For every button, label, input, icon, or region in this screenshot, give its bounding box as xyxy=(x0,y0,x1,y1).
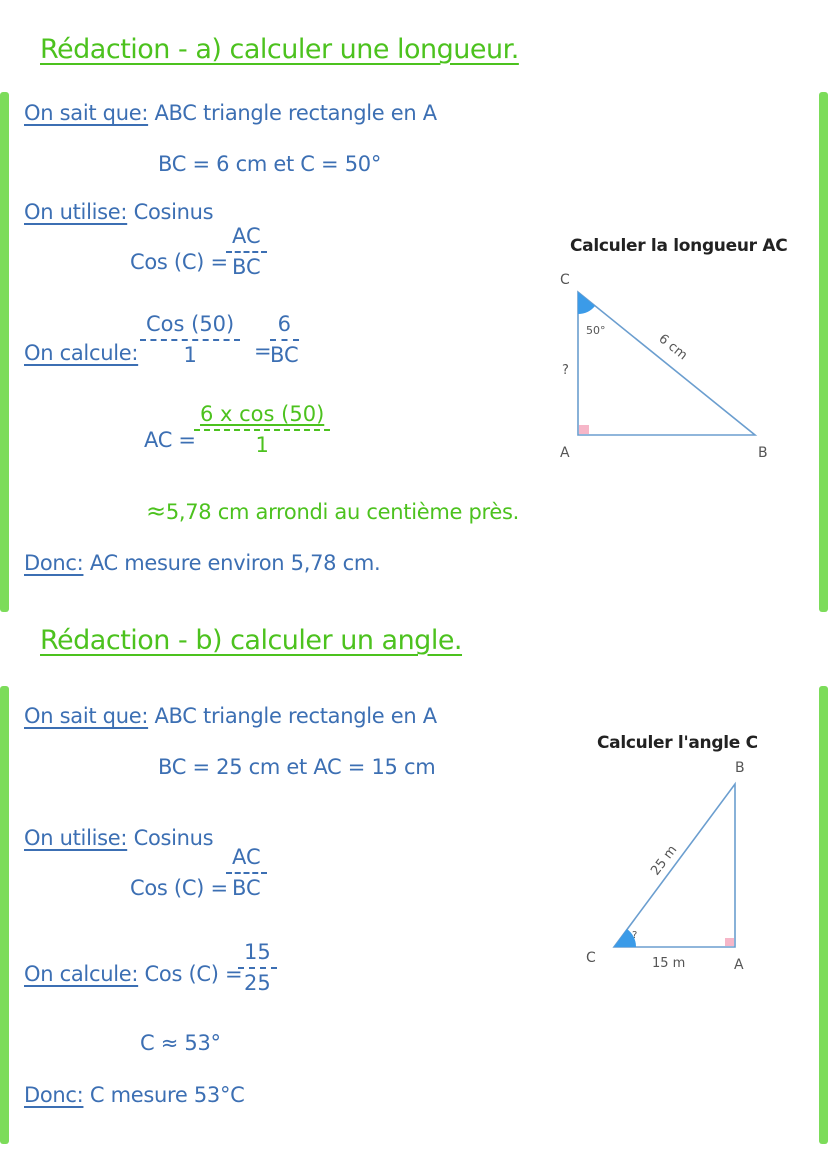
calc-label: On calcule: xyxy=(24,962,139,986)
fraction-denominator: 1 xyxy=(183,343,197,368)
use-value: Cosinus xyxy=(127,826,214,850)
conclusion-text: AC mesure environ 5,78 cm. xyxy=(83,551,381,575)
section-b-calc xyxy=(24,962,242,986)
section-a-cos-lhs: Cos (C) = xyxy=(130,250,228,274)
section-b-cos-lhs: Cos (C) = xyxy=(130,876,228,900)
section-a-approx xyxy=(146,497,519,525)
figure-b-triangle xyxy=(570,756,790,976)
right-angle-marker xyxy=(725,938,734,946)
right-angle-marker xyxy=(579,425,589,434)
section-b-known-2: BC = 25 cm et AC = 15 cm xyxy=(158,755,436,779)
section-a-calc-fraction-2 xyxy=(270,313,299,367)
fraction-numerator: AC xyxy=(232,845,261,869)
section-a-title: Rédaction - a) calculer une longueur. xyxy=(40,34,519,65)
vertex-a-label: A xyxy=(734,957,744,973)
section-a-use xyxy=(24,200,213,224)
fraction-denominator: 1 xyxy=(255,433,269,458)
fraction-denominator: BC xyxy=(231,255,261,280)
section-b-cos-fraction xyxy=(226,846,267,900)
use-label: On utilise: xyxy=(24,826,128,850)
fraction-denominator: BC xyxy=(270,343,299,368)
known-line-1: ABC triangle rectangle en A xyxy=(148,704,437,728)
angle-label: 50° xyxy=(586,324,606,337)
fraction-numerator: AC xyxy=(232,224,261,248)
triangle-b-outline xyxy=(614,784,735,947)
section-b-right-bar xyxy=(819,686,828,1144)
fraction-denominator: BC xyxy=(231,876,261,901)
conclusion-text: C mesure 53°C xyxy=(83,1083,245,1107)
section-a-calc-label-wrap xyxy=(24,341,138,365)
calc-label: On calcule: xyxy=(24,341,139,365)
section-a-right-bar xyxy=(819,92,828,612)
section-a-conclusion xyxy=(24,551,380,575)
section-b-known xyxy=(24,704,437,728)
hypotenuse-label: 25 m xyxy=(648,842,681,879)
known-label: On sait que: xyxy=(24,704,149,728)
figure-a-title: Calculer la longueur AC xyxy=(570,236,788,256)
fraction-numerator: 6 xyxy=(277,312,292,336)
vertex-b-label: B xyxy=(735,760,745,776)
conclusion-label: Donc: xyxy=(24,551,84,575)
approx-symbol: ≈ xyxy=(146,497,166,525)
section-a-known-2: BC = 6 cm et C = 50° xyxy=(158,152,382,176)
section-a-ac-lhs: AC = xyxy=(144,428,196,452)
unknown-angle-label: ? xyxy=(632,930,638,941)
section-a-known xyxy=(24,101,437,125)
known-line-1: ABC triangle rectangle en A xyxy=(148,101,437,125)
base-label: 15 m xyxy=(652,956,686,971)
figure-a-triangle xyxy=(550,262,790,472)
hypotenuse-label: 6 cm xyxy=(655,331,690,364)
fraction-numerator: 6 x cos (50) xyxy=(200,402,325,426)
section-b-use xyxy=(24,826,213,850)
fraction-numerator: 15 xyxy=(244,940,271,964)
vertex-b-label: B xyxy=(758,445,768,461)
unknown-side-label: ? xyxy=(562,363,569,378)
section-a-left-bar xyxy=(0,92,9,612)
vertex-c-label: C xyxy=(586,950,596,966)
use-label: On utilise: xyxy=(24,200,128,224)
use-value: Cosinus xyxy=(127,200,214,224)
section-b-title: Rédaction - b) calculer un angle. xyxy=(40,625,463,656)
known-label: On sait que: xyxy=(24,101,149,125)
section-b-calc-fraction xyxy=(238,941,277,995)
section-b-result: C ≈ 53° xyxy=(140,1031,221,1055)
fraction-denominator: 25 xyxy=(244,971,271,996)
section-b-left-bar xyxy=(0,686,9,1144)
calc-lhs: Cos (C) = xyxy=(138,962,243,986)
section-a-ac-fraction xyxy=(194,403,330,457)
conclusion-label: Donc: xyxy=(24,1083,84,1107)
section-b-conclusion xyxy=(24,1083,245,1107)
figure-b-title: Calculer l'angle C xyxy=(597,733,758,753)
approx-text: 5,78 cm arrondi au centième près. xyxy=(165,500,520,524)
vertex-a-label: A xyxy=(560,445,570,461)
fraction-numerator: Cos (50) xyxy=(146,312,235,336)
triangle-a-outline xyxy=(578,292,755,435)
section-a-cos-fraction xyxy=(226,225,267,279)
section-a-calc-fraction-1 xyxy=(140,313,240,367)
vertex-c-label: C xyxy=(560,272,570,288)
section-a-calc-eq: = xyxy=(254,339,272,363)
